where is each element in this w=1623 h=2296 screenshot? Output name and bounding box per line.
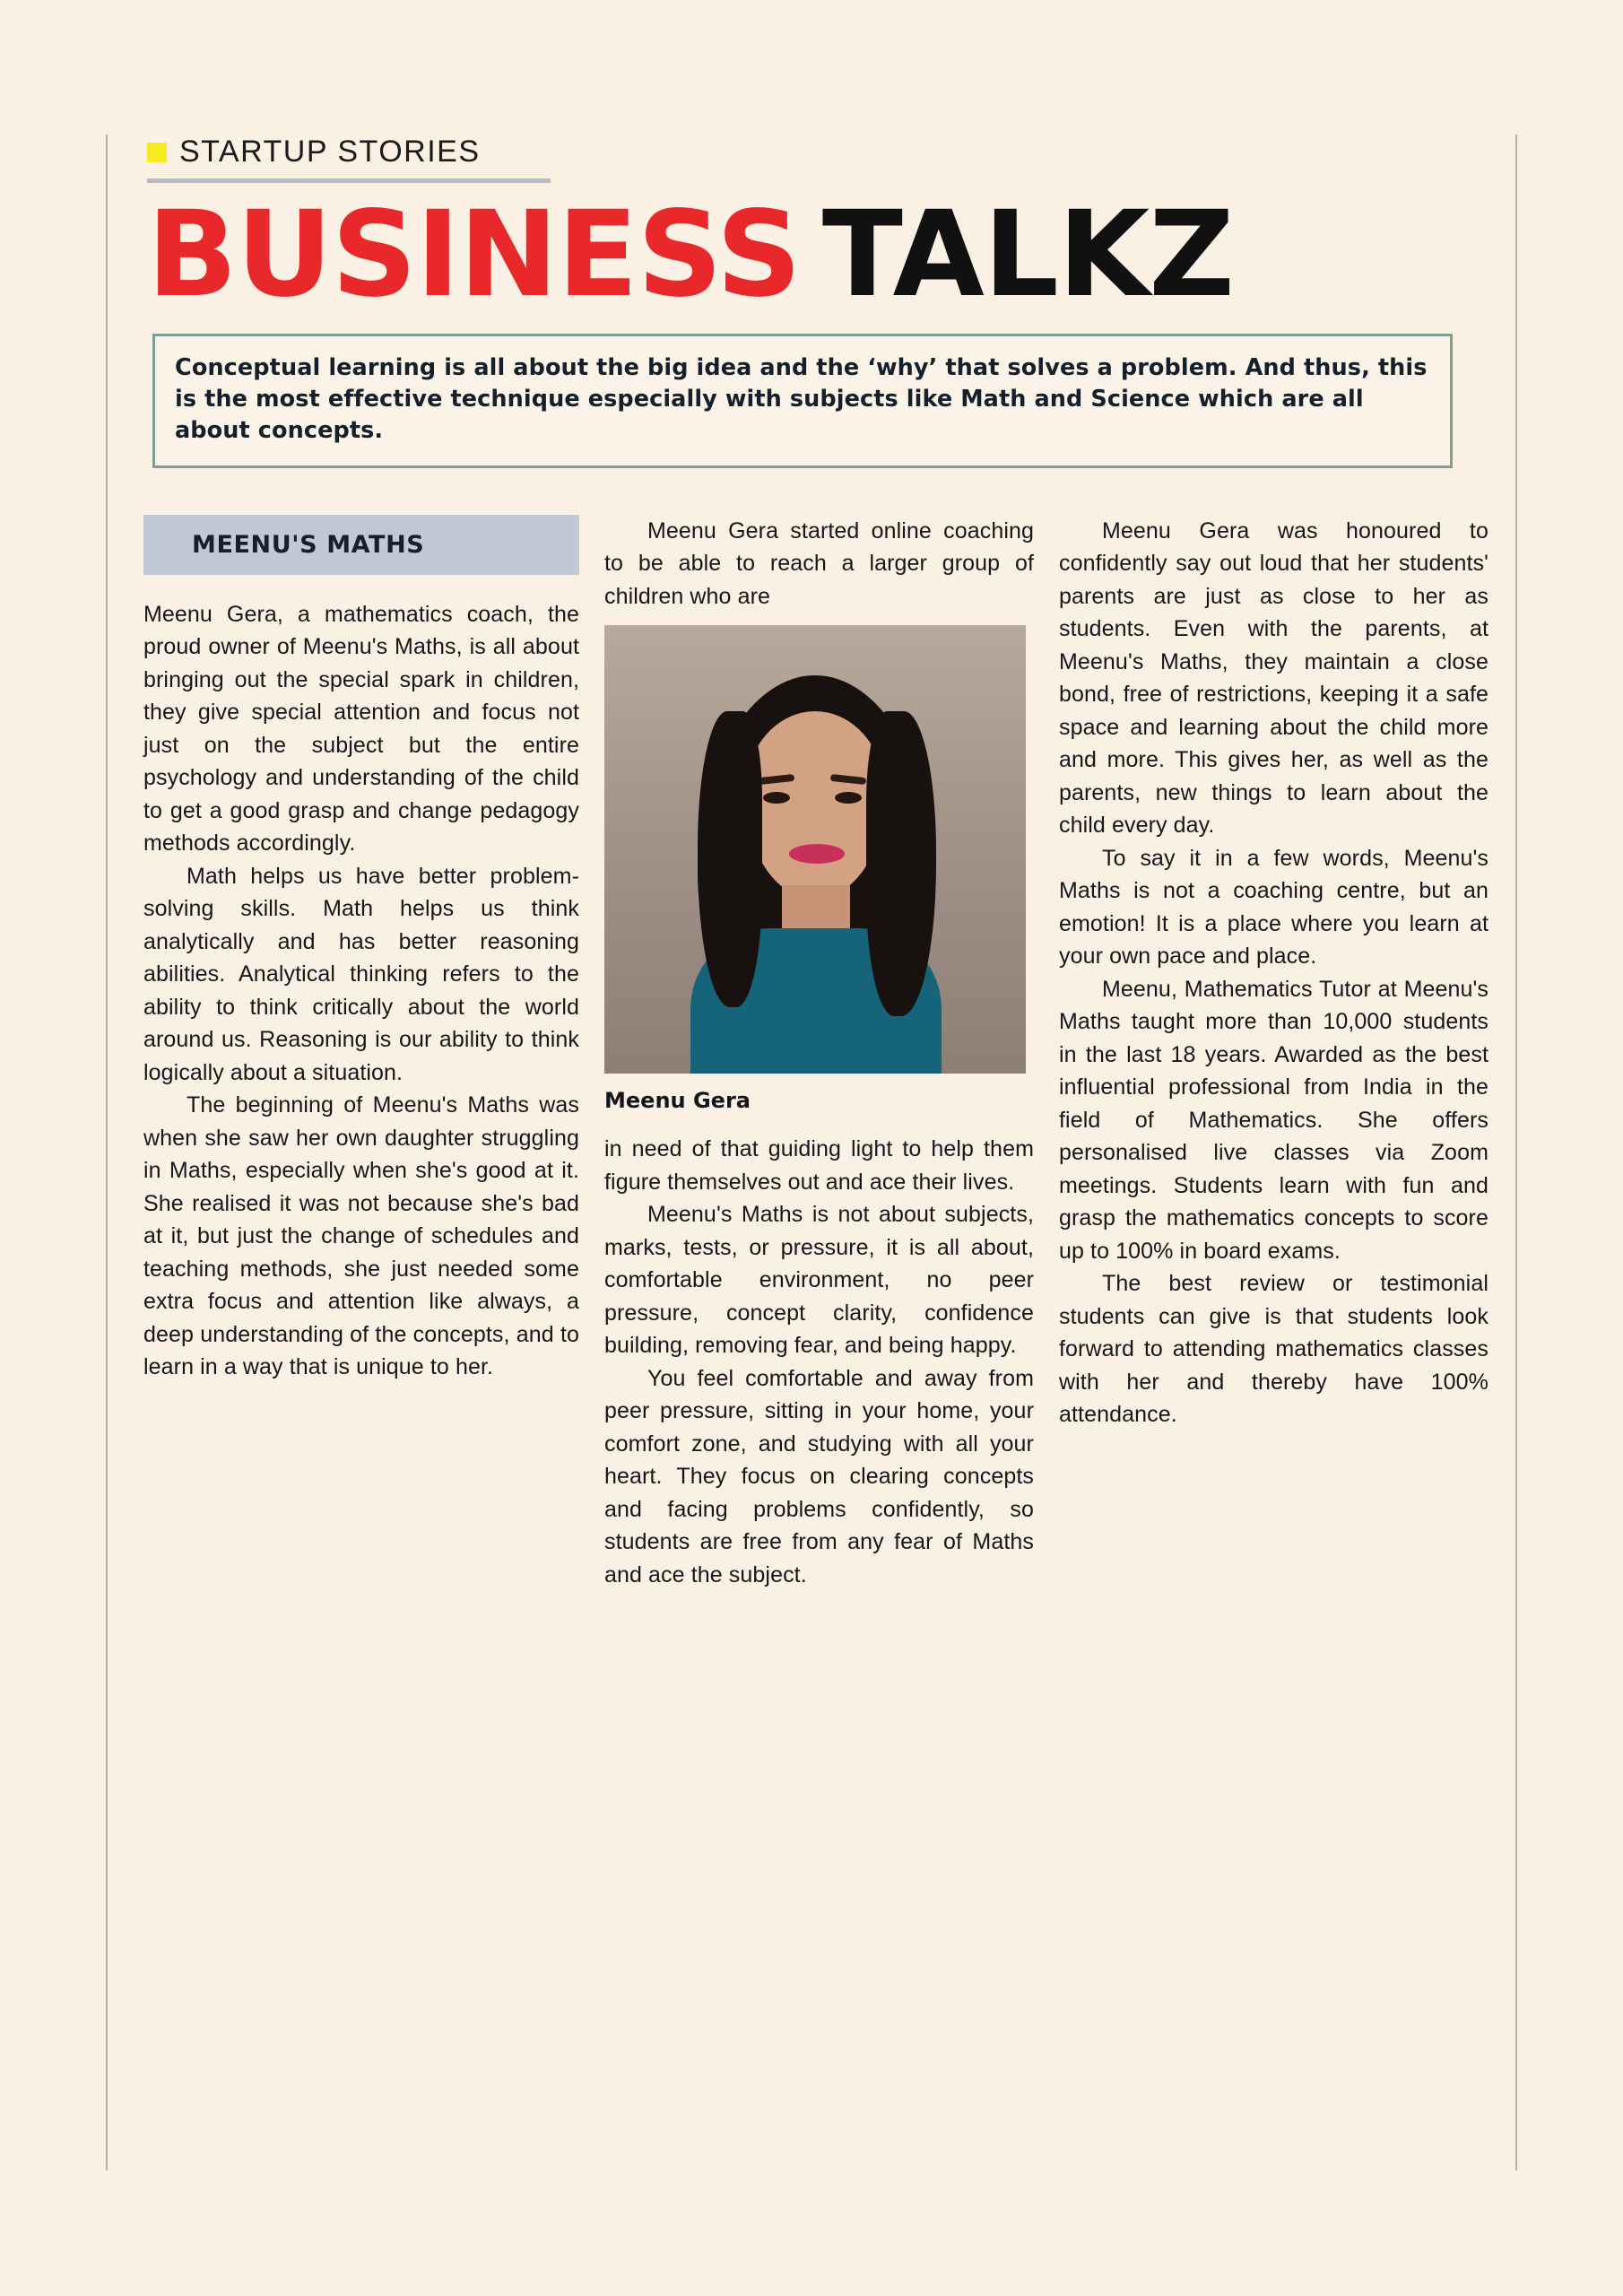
paragraph: Meenu Gera was honoured to confidently say out loud that her students' parents are just as close to her as students. Even with the parents, at Meenu's Maths, they maintain a close bond, free of restrictions, keeping it a safe space and learning about the child more and more. This gives her, as well as the parents, new things to learn about the child every day. (1059, 517, 1488, 839)
standfirst-text: Conceptual learning is all about the big idea and the ‘why’ that solves a problem. And thus, this is the most effective technique especially with subjects like Math and Science which are all about concepts. (175, 354, 1428, 445)
paragraph: Meenu Gera started online coaching to be able to reach a larger group of children who are (604, 517, 1034, 609)
column-right (1059, 515, 1488, 1592)
photo-caption: Meenu Gera (604, 1088, 751, 1114)
paragraph: Meenu Gera, a mathematics coach, the proud owner of Meenu's Maths, is all about bringing out the special spark in children, they give special attention and focus not just on the subject but the entire psychology and understanding of the child to get a good grasp and change pedagogy methods accordingly. (143, 601, 579, 857)
paragraph: in need of that guiding light to help them figure themselves out and ace their lives. (604, 1136, 1034, 1195)
masthead-title (147, 186, 1488, 324)
paragraph: Meenu's Maths is not about subjects, marks, tests, or pressure, it is all about, comfortable environment, no peer pressure, concept clarity, confidence building, removing fear, and being happy. (604, 1202, 1034, 1359)
section-heading-label: MEENU'S MATHS (192, 530, 425, 559)
paragraph: The beginning of Meenu's Maths was when she saw her own daughter struggling in Maths, especially when she's good at it. She realised it was not because she's bad at it, but just the change of schedules and teaching methods, she just needed some extra focus and attention like always, a deep understanding of the concepts, and to learn in a way that is unique to her. (143, 1092, 579, 1380)
kicker-underline (147, 178, 551, 183)
left-margin-rule (106, 135, 108, 2170)
standfirst-box (152, 334, 1453, 468)
column-left (143, 515, 579, 1592)
portrait-image (604, 625, 1026, 1074)
paragraph: To say it in a few words, Meenu's Maths is not a coaching centre, but an emotion! It is a place where you learn at your own pace and place. (1059, 845, 1488, 970)
paragraph: You feel comfortable and away from peer pressure, sitting in your home, your comfort zone, and studying with all your heart. They focus on clearing concepts and facing problems confidently, so students are free from any fear of Maths and ace the subject. (604, 1365, 1034, 1587)
masthead-word-business: BUSINESS (147, 186, 801, 324)
article-columns (135, 515, 1488, 1592)
page-content (135, 135, 1488, 1591)
eye-left (763, 792, 790, 804)
kicker-row (147, 135, 1488, 170)
kicker-label: STARTUP STORIES (179, 135, 481, 169)
hair-strand-right (866, 711, 936, 1016)
paragraph: Math helps us have better problem-solving skills. Math helps us think analytically and has better reasoning abilities. Analytical thinking refers to the ability to think critically about the world around us. Reasoning is our ability to think logically about a situation. (143, 863, 579, 1085)
column-middle (604, 515, 1034, 1592)
masthead-word-talkz: TALKZ (821, 186, 1234, 324)
paragraph: The best review or testimonial students can give is that students look forward to attending mathematics classes with her and thereby have 100% attendance. (1059, 1271, 1488, 1428)
lips-shape (789, 844, 845, 864)
paragraph: Meenu, Mathematics Tutor at Meenu's Maths taught more than 10,000 students in the last 18 years. Awarded as the best influential professional from India in the field of Mathematics. She offers personalised live classes via Zoom meetings. Students learn with fun and grasp the mathematics concepts to score up to 100% in board exams. (1059, 976, 1488, 1264)
right-margin-rule (1515, 135, 1517, 2170)
photo-block (604, 625, 1026, 1113)
yellow-square-icon (147, 143, 167, 162)
spacer (604, 1113, 1034, 1133)
hair-strand-left (698, 711, 762, 1007)
eye-right (835, 792, 862, 804)
section-heading (143, 515, 579, 575)
